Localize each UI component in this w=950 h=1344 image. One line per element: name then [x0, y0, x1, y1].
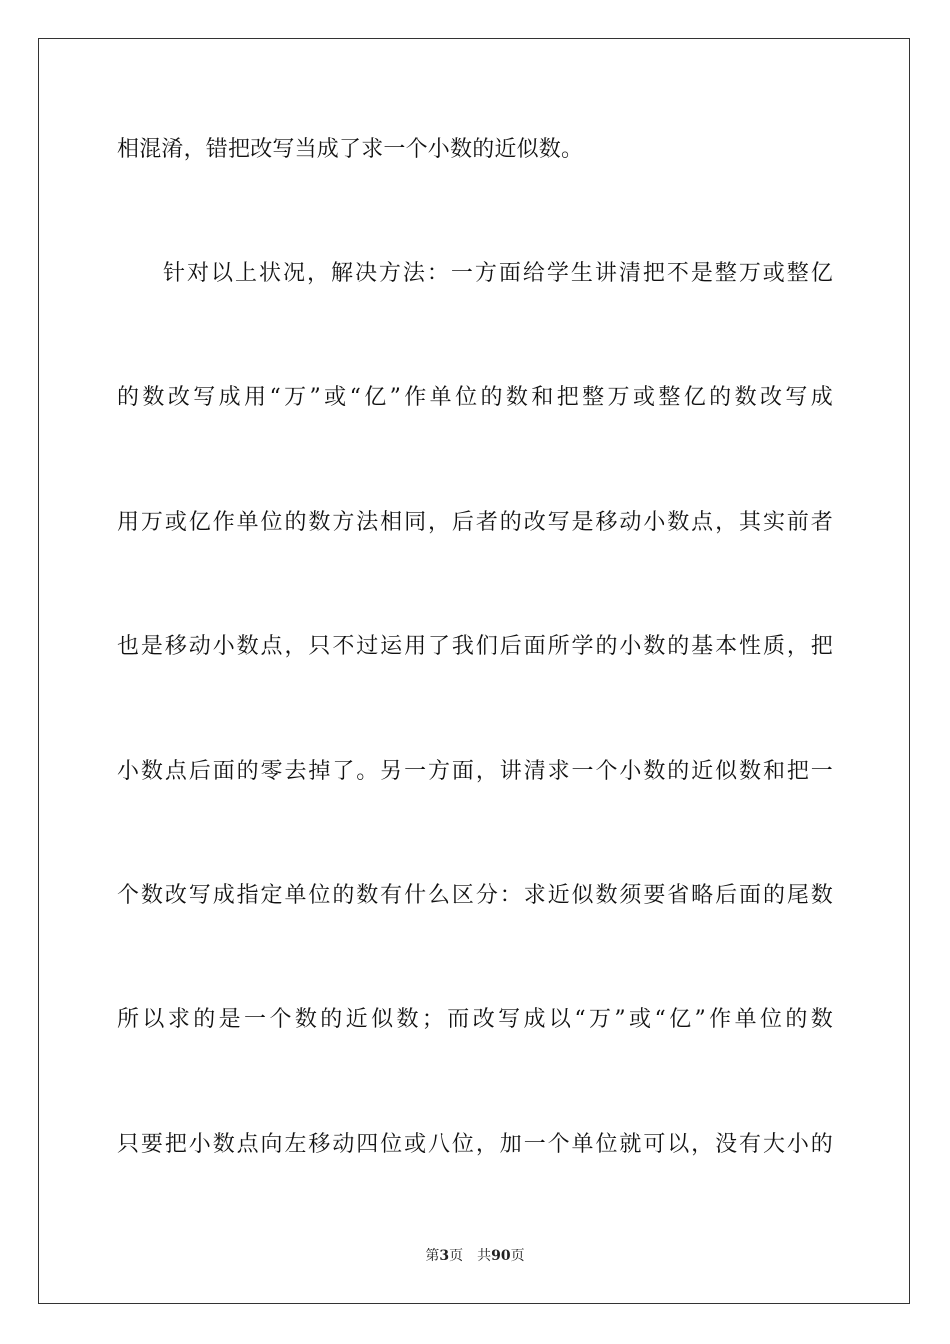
footer-page-prefix: 第 [425, 1248, 440, 1264]
footer-total-suffix: 页 [510, 1248, 525, 1264]
text-line-3: 的数改写成用“万”或“亿”作单位的数和把整万或整亿的数改写成 [117, 385, 833, 410]
text-line-1: 相混淆，错把改写当成了求一个小数的近似数。 [117, 137, 584, 162]
text-line-7: 个数改写成指定单位的数有什么区分：求近似数须要省略后面的尾数 [117, 883, 833, 908]
text-line-8: 所以求的是一个数的近似数；而改写成以“万”或“亿”作单位的数 [117, 1007, 833, 1032]
text-line-2: 针对以上状况，解决方法：一方面给学生讲清把不是整万或整亿 [163, 261, 833, 286]
text-line-6: 小数点后面的零去掉了。另一方面，讲清求一个小数的近似数和把一 [117, 759, 833, 784]
footer-total-prefix: 共 [477, 1248, 492, 1264]
footer-total-pages: 90 [491, 1248, 511, 1264]
text-line-9: 只要把小数点向左移动四位或八位，加一个单位就可以，没有大小的 [117, 1132, 833, 1157]
text-line-5: 也是移动小数点，只不过运用了我们后面所学的小数的基本性质，把 [117, 634, 833, 659]
page-footer [0, 1245, 950, 1265]
text-line-4: 用万或亿作单位的数方法相同，后者的改写是移动小数点，其实前者 [117, 510, 833, 535]
footer-page-number: 3 [439, 1248, 450, 1264]
page-border [38, 38, 910, 1304]
footer-page-suffix: 页 [449, 1248, 464, 1264]
